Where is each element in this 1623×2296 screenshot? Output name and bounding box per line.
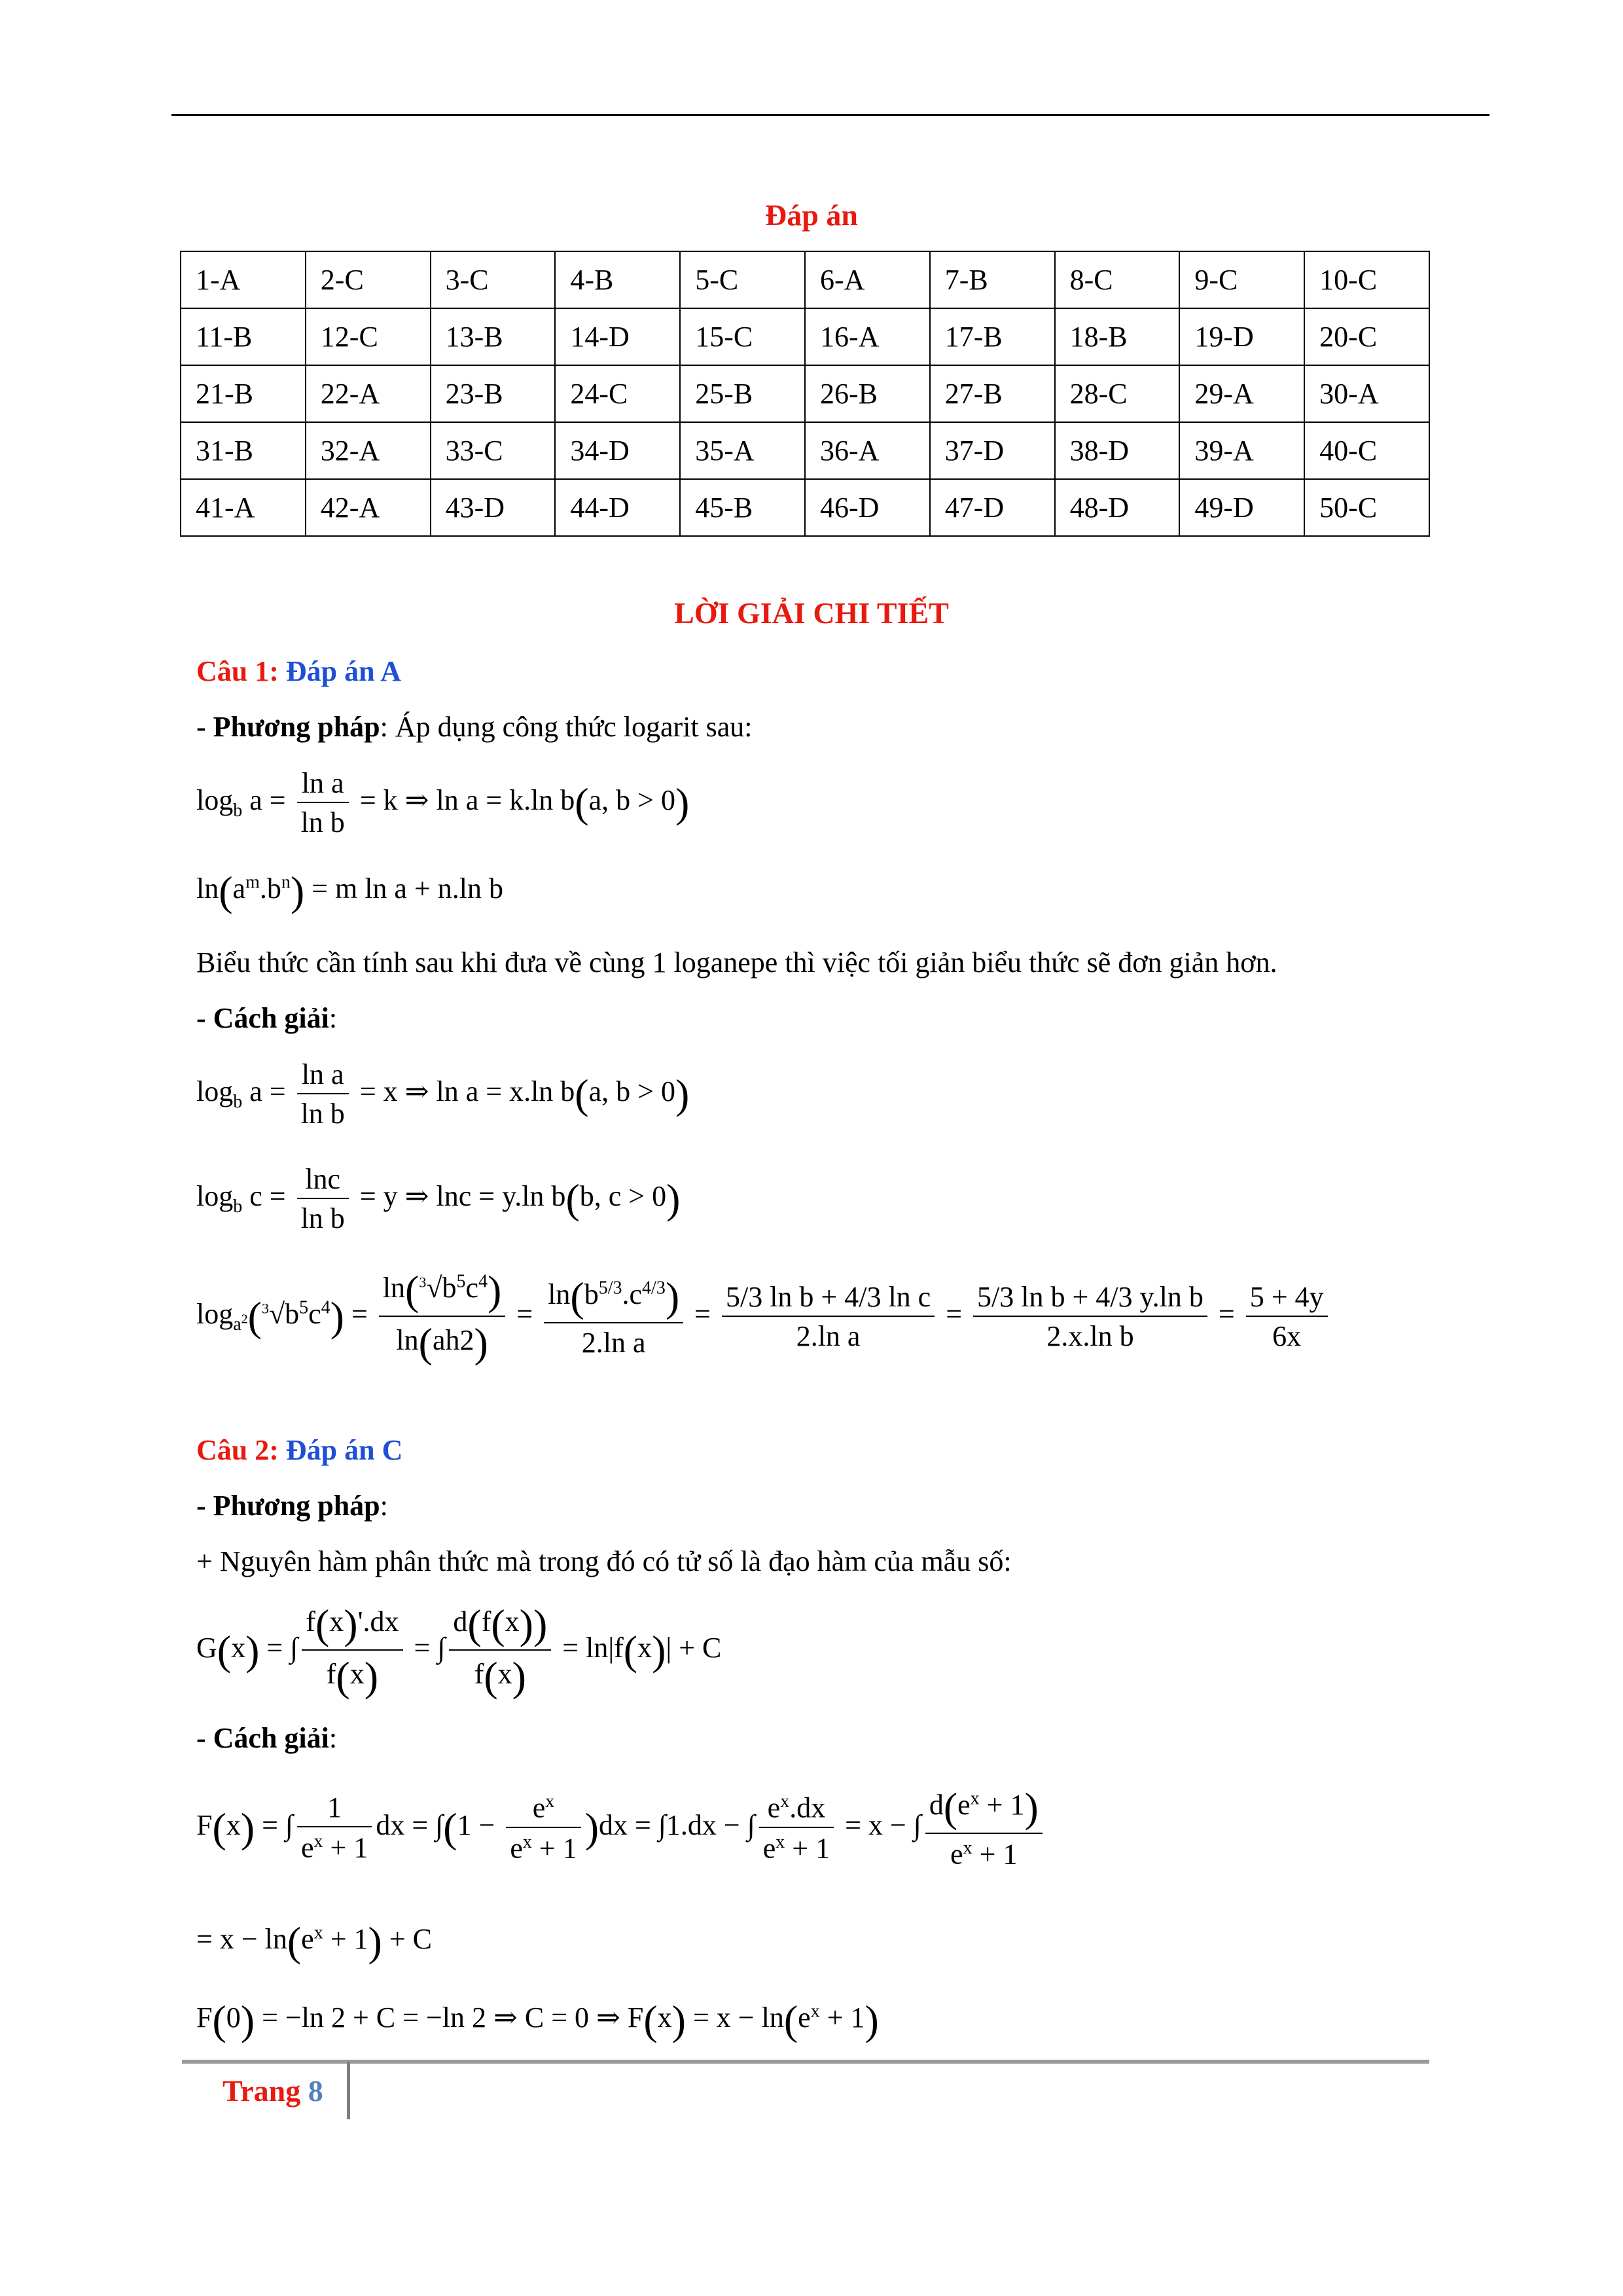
page-word: Trang: [223, 2074, 301, 2108]
q2-formula-4: F(0) = −ln 2 + C = −ln 2 ⇒ C = 0 ⇒ $F(x) = x - \ln(e^x + 1)$: [196, 1997, 879, 2043]
q1-solve: [196, 1001, 337, 1035]
answer-cell: 34-D: [555, 422, 680, 479]
header-rule: [171, 114, 1489, 116]
answer-cell: 47-D: [930, 479, 1055, 536]
answer-key-title: Đáp án: [765, 198, 858, 232]
footer-divider: [347, 2062, 350, 2119]
answer-cell: 38-D: [1055, 422, 1180, 479]
q1-formula-1: $\log_b a$ = $\frac{\text{ln a}}{\text{ln b}}$ = k ⇒ ln a = k.ln b(a, b > 0): [196, 767, 690, 838]
q1-method-label: - Phương pháp: [196, 711, 380, 743]
answer-cell: 33-C: [431, 422, 556, 479]
answer-cell: 36-A: [805, 422, 930, 479]
answer-cell: 18-B: [1055, 308, 1180, 365]
answer-cell: 40-C: [1304, 422, 1429, 479]
q2-solve-suffix: :: [329, 1722, 338, 1754]
answer-cell: 12-C: [306, 308, 431, 365]
q2-label: Câu 2:: [196, 1434, 279, 1466]
answer-key-table: [180, 251, 1430, 537]
q2-formula-1: G(x) = ∫ $\frac{f(x)'.dx}{f(x)}$ = ∫ $\frac{d(f(x))}{f(x)}$ = ln|f(x)| + C: [196, 1601, 722, 1700]
answer-cell: 23-B: [431, 365, 556, 422]
answer-cell: 48-D: [1055, 479, 1180, 536]
answer-cell: 11-B: [181, 308, 306, 365]
table-row: [181, 422, 1429, 479]
q1-method: [196, 710, 753, 744]
answer-cell: 43-D: [431, 479, 556, 536]
q2-method-label: - Phương pháp: [196, 1490, 380, 1522]
q2-method-suffix: :: [380, 1490, 388, 1522]
solutions-title: LỜI GIẢI CHI TIẾT: [674, 596, 949, 630]
answer-cell: 6-A: [805, 251, 930, 308]
table-row: [181, 308, 1429, 365]
answer-cell: 46-D: [805, 479, 930, 536]
q1-heading: [196, 655, 401, 688]
answer-cell: 19-D: [1179, 308, 1304, 365]
q1-note: Biểu thức cần tính sau khi đưa về cùng 1 loganepe thì việc tối giản biểu thức sẽ đơn giản hơn.: [196, 946, 1277, 978]
answer-cell: 44-D: [555, 479, 680, 536]
q1-formula-4: $\log_b c$ = $\frac{\ln c}{\text{ln b}}$ = y ⇒ lnc = y.ln b(b, c > 0): [196, 1163, 681, 1234]
answer-cell: 41-A: [181, 479, 306, 536]
q2-formula-3: = $x - \ln(e^x + 1) + C$: [196, 1918, 433, 1965]
q1-formula-2: $\ln(a^m.b^n) = m$ ln a + n.ln b: [196, 868, 504, 914]
answer-cell: 27-B: [930, 365, 1055, 422]
page-number-value: 8: [308, 2074, 323, 2108]
q1-answer: Đáp án A: [285, 655, 401, 687]
answer-cell: 3-C: [431, 251, 556, 308]
answer-cell: 17-B: [930, 308, 1055, 365]
q1-method-text: : Áp dụng công thức logarit sau:: [380, 711, 753, 743]
answer-cell: 28-C: [1055, 365, 1180, 422]
answer-cell: 4-B: [555, 251, 680, 308]
q2-method-text: + Nguyên hàm phân thức mà trong đó có tử số là đạo hàm của mẫu số:: [196, 1545, 1012, 1577]
table-row: [181, 365, 1429, 422]
page-number: [223, 2073, 323, 2108]
answer-cell: 22-A: [306, 365, 431, 422]
q1-formula-3: $\log_b a$ = $\frac{\text{ln a}}{\text{ln b}}$ = x ⇒ ln a = x.ln b(a, b > 0): [196, 1058, 690, 1130]
q2-heading: [196, 1433, 402, 1467]
footer-rule: [182, 2060, 1429, 2064]
answer-cell: 16-A: [805, 308, 930, 365]
table-row: [181, 251, 1429, 308]
q2-solve: [196, 1721, 337, 1755]
q1-label: Câu 1:: [196, 655, 279, 687]
q2-answer: Đáp án C: [285, 1434, 403, 1466]
table-row: [181, 479, 1429, 536]
answer-cell: 24-C: [555, 365, 680, 422]
q2-solve-label: - Cách giải: [196, 1722, 329, 1754]
answer-cell: 14-D: [555, 308, 680, 365]
answer-cell: 39-A: [1179, 422, 1304, 479]
q1-solve-suffix: :: [329, 1002, 338, 1034]
answer-cell: 10-C: [1304, 251, 1429, 308]
answer-cell: 37-D: [930, 422, 1055, 479]
answer-cell: 1-A: [181, 251, 306, 308]
q1-formula-5: $\log_{a^2}(^3√b^5c^4)$ = $\frac{\ln(^3√b^5c^4)}{\ln(ah2)}$ = $\frac{\ln(b^{5/3}.c^{4/3})}{\text{2.ln a}}$ = $\frac{\text{5/3 ln b + 4/3 ln c}}{\text{2.ln a}}$ = $\frac{\text{5/3 ln b + 4/3 y.ln b}}{\text{2.x.ln b}}$ = $\frac{5 + 4y}{6x}$: [196, 1270, 1332, 1364]
answer-cell: 7-B: [930, 251, 1055, 308]
answer-cell: 2-C: [306, 251, 431, 308]
answer-cell: 31-B: [181, 422, 306, 479]
q2-formula-2: F(x) = ∫ $\frac{1}{e^x + 1}$ dx = ∫(1 − $\frac{e^x}{e^x + 1}$ )dx = ∫1.dx − ∫ $\frac{e^x.dx}{e^x + 1}$ = x − ∫ $\frac{d(e^x + 1)}{e^x + 1}$: [196, 1787, 1046, 1869]
answer-cell: 49-D: [1179, 479, 1304, 536]
answer-cell: 30-A: [1304, 365, 1429, 422]
answer-cell: 5-C: [680, 251, 805, 308]
answer-cell: 29-A: [1179, 365, 1304, 422]
answer-cell: 45-B: [680, 479, 805, 536]
answer-cell: 20-C: [1304, 308, 1429, 365]
answer-cell: 50-C: [1304, 479, 1429, 536]
q2-method: [196, 1489, 388, 1522]
answer-cell: 9-C: [1179, 251, 1304, 308]
answer-cell: 21-B: [181, 365, 306, 422]
answer-cell: 32-A: [306, 422, 431, 479]
answer-cell: 15-C: [680, 308, 805, 365]
answer-cell: 25-B: [680, 365, 805, 422]
answer-cell: 35-A: [680, 422, 805, 479]
answer-cell: 8-C: [1055, 251, 1180, 308]
answer-cell: 13-B: [431, 308, 556, 365]
answer-cell: 26-B: [805, 365, 930, 422]
answer-cell: 42-A: [306, 479, 431, 536]
q1-solve-label: - Cách giải: [196, 1002, 329, 1034]
